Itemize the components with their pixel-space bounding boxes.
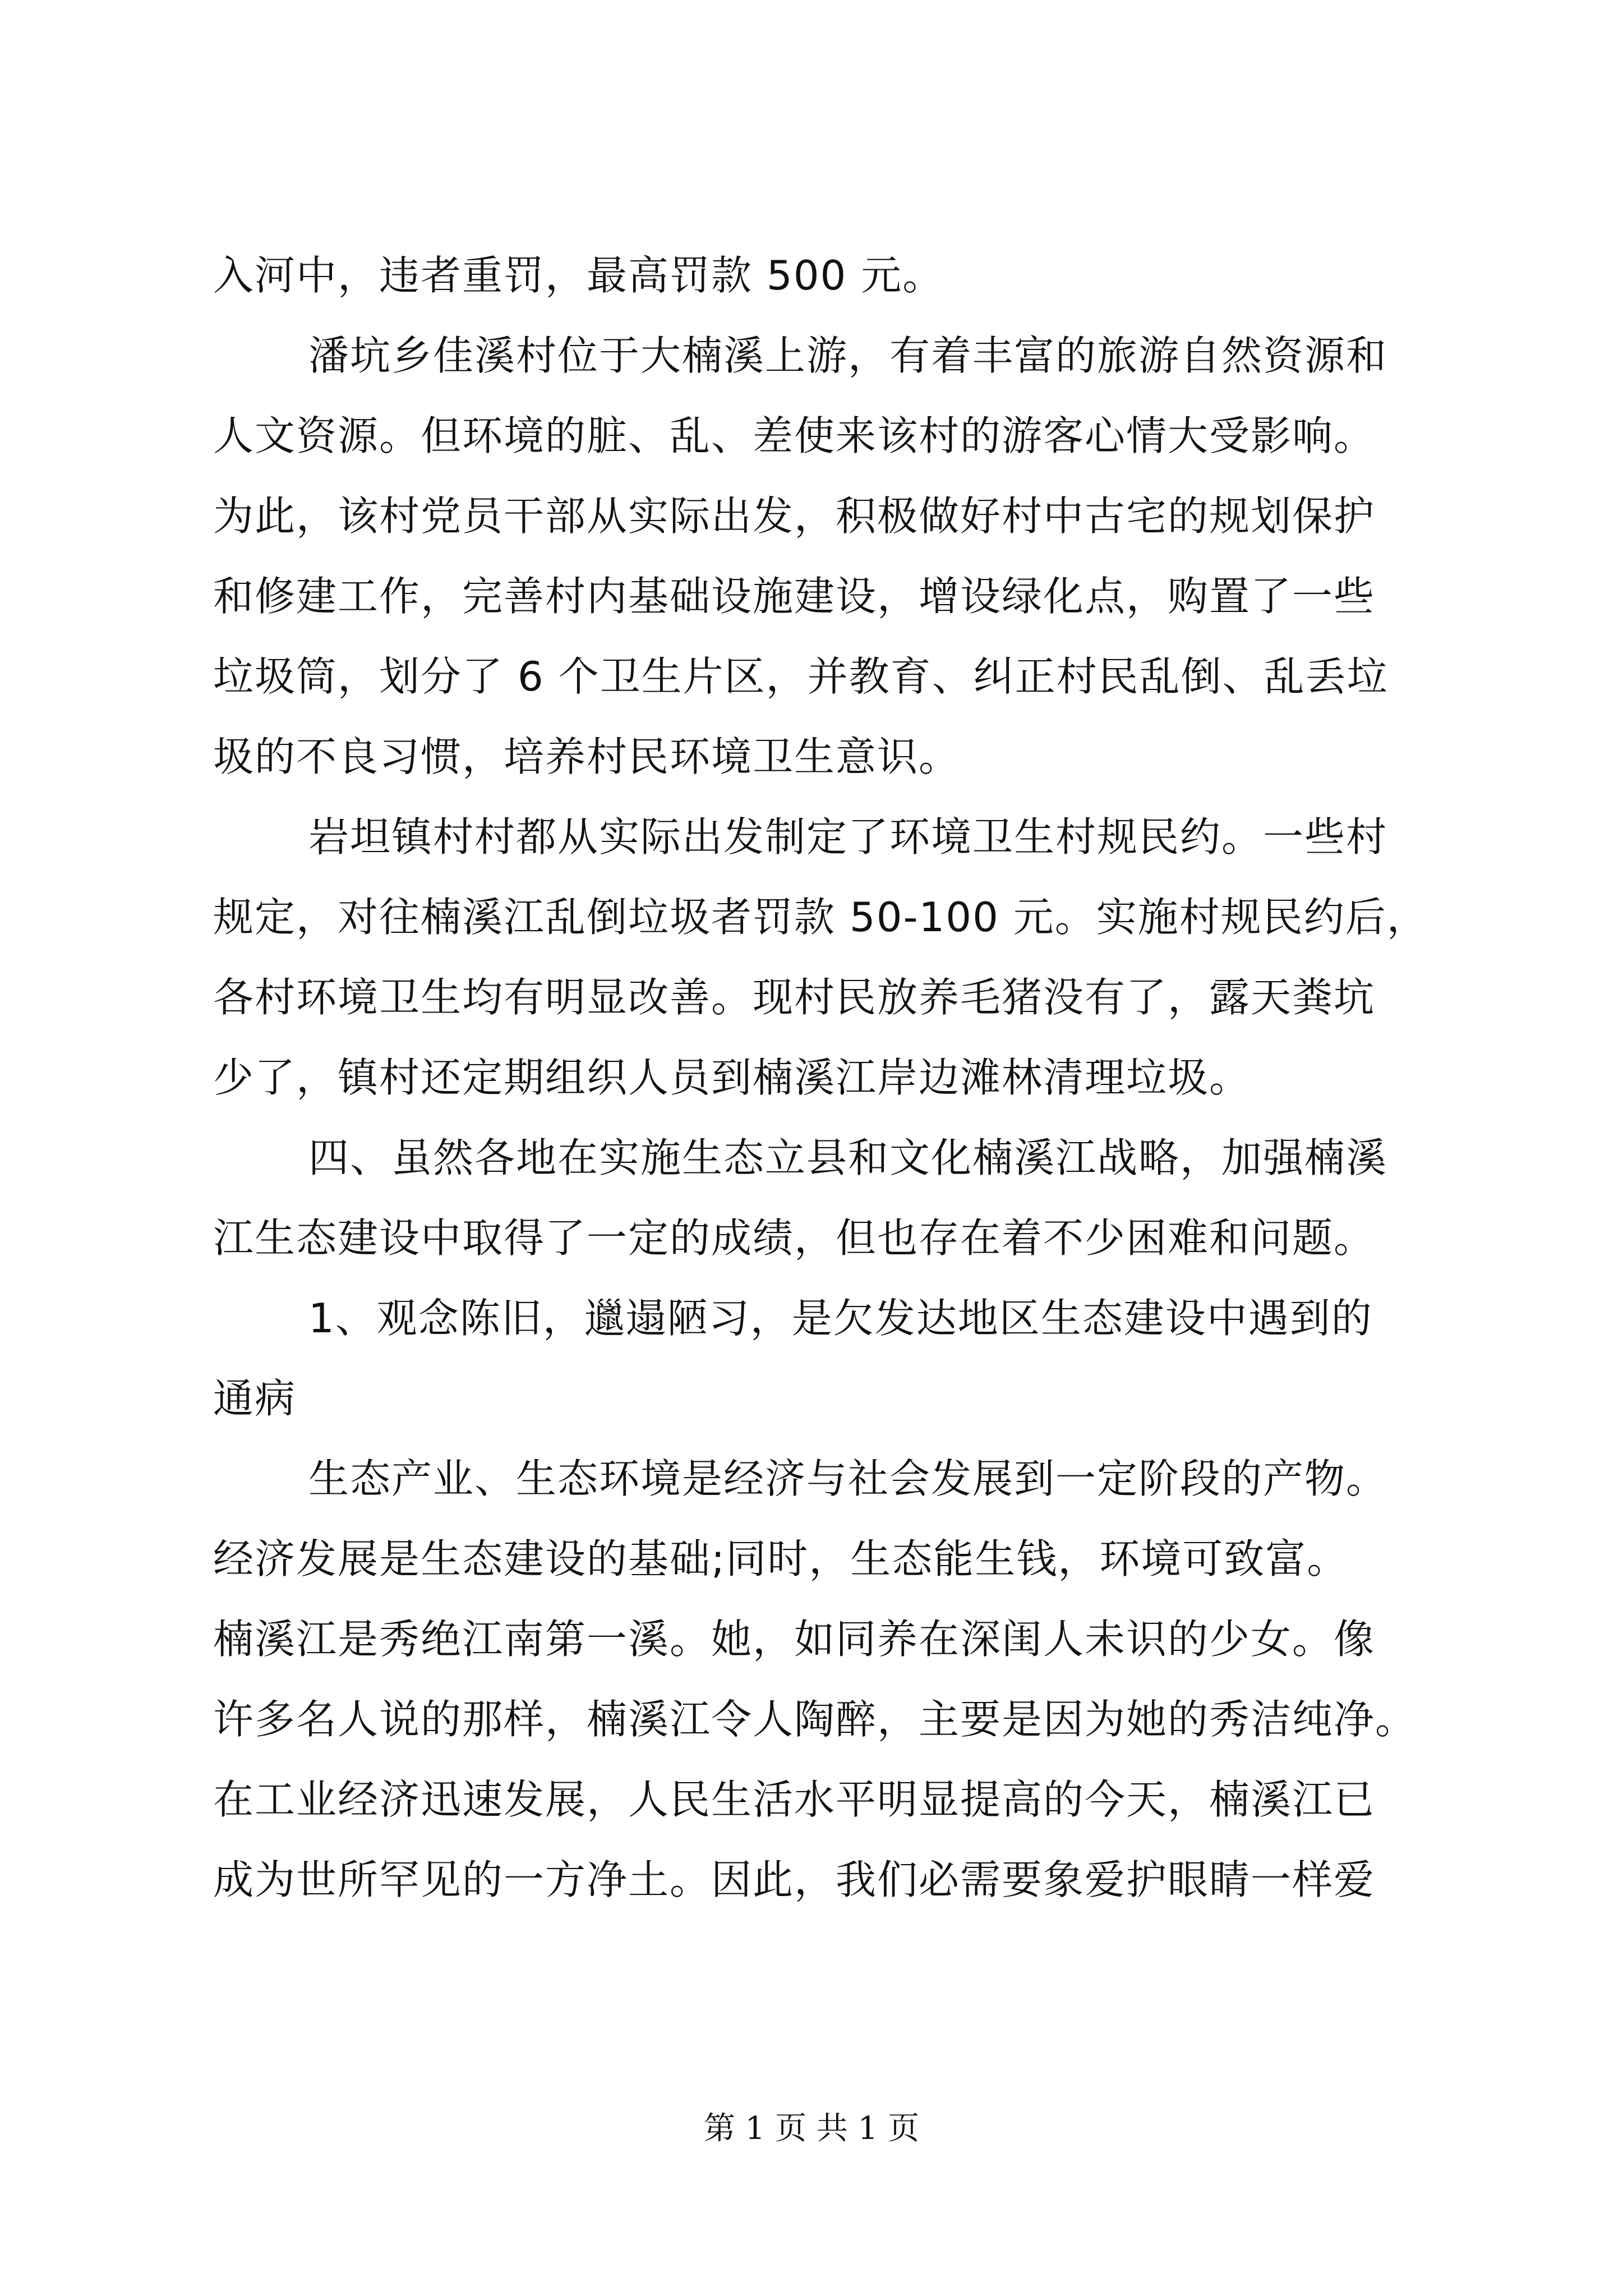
text-line-20: 在工业经济迅速发展，人民生活水平明显提高的今天，楠溪江已 xyxy=(213,1776,1376,1823)
text-line-7: 圾的不良习惯，培养村民环境卫生意识。 xyxy=(213,733,961,780)
text-line-12: 四、虽然各地在实施生态立县和文化楠溪江战略，加强楠溪 xyxy=(308,1134,1388,1181)
text-line-8: 岩坦镇村村都从实际出发制定了环境卫生村规民约。一些村 xyxy=(308,813,1388,861)
text-line-16: 生态产业、生态环境是经济与社会发展到一定阶段的产物。 xyxy=(308,1455,1388,1502)
text-line-4: 为此，该村党员干部从实际出发，积极做好村中古宅的规划保护 xyxy=(213,493,1376,540)
text-line-2: 潘坑乡佳溪村位于大楠溪上游，有着丰富的旅游自然资源和 xyxy=(308,332,1388,379)
text-line-3: 人文资源。但环境的脏、乱、差使来该村的游客心情大受影响。 xyxy=(213,412,1376,459)
text-line-10: 各村环境卫生均有明显改善。现村民放养毛猪没有了，露天粪坑 xyxy=(213,974,1376,1021)
text-line-9: 规定，对往楠溪江乱倒垃圾者罚款 50-100 元。实施村规民约后， xyxy=(213,894,1428,941)
text-line-13: 江生态建设中取得了一定的成绩，但也存在着不少困难和问题。 xyxy=(213,1214,1376,1262)
text-line-6: 垃圾筒，划分了 6 个卫生片区，并教育、纠正村民乱倒、乱丢垃 xyxy=(213,653,1389,700)
text-line-11: 少了，镇村还定期组织人员到楠溪江岸边滩林清理垃圾。 xyxy=(213,1054,1251,1101)
text-line-14: 1、观念陈旧，邋遢陋习，是欠发达地区生态建设中遇到的 xyxy=(308,1295,1373,1342)
text-line-1: 入河中，违者重罚，最高罚款 500 元。 xyxy=(213,252,944,299)
page-footer xyxy=(0,2109,1623,2148)
page-number-label: 第 1 页 共 1 页 xyxy=(703,2110,920,2147)
document-body xyxy=(213,236,1428,1920)
text-line-5: 和修建工作，完善村内基础设施建设，增设绿化点，购置了一些 xyxy=(213,573,1376,620)
text-line-19: 许多名人说的那样，楠溪江令人陶醉，主要是因为她的秀洁纯净。 xyxy=(213,1696,1417,1743)
text-line-21: 成为世所罕见的一方净土。因此，我们必需要象爱护眼睛一样爱 xyxy=(213,1856,1376,1903)
text-line-15: 通病 xyxy=(213,1375,297,1422)
text-line-18: 楠溪江是秀绝江南第一溪。她，如同养在深闺人未识的少女。像 xyxy=(213,1616,1376,1663)
text-line-17: 经济发展是生态建设的基础;同时，生态能生钱，环境可致富。 xyxy=(213,1535,1349,1582)
